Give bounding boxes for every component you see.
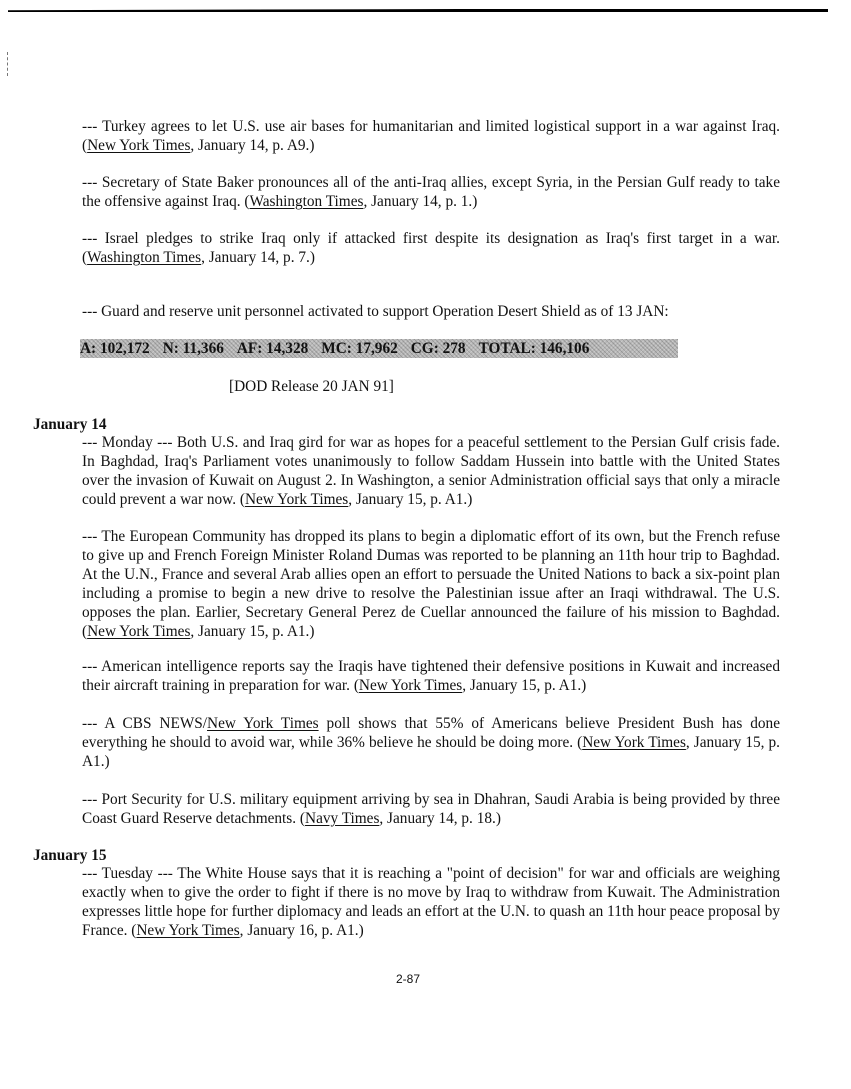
stat-total: TOTAL: 146,106: [478, 340, 590, 357]
entry-port-security: [82, 790, 780, 828]
top-rule: [8, 9, 828, 12]
source-name: Washington Times: [249, 193, 364, 210]
source-name: New York Times: [87, 137, 191, 154]
dod-release-note: [DOD Release 20 JAN 91]: [229, 378, 394, 395]
entry-tuesday-white-house: [82, 864, 780, 940]
citation: , January 15, p. A1.): [462, 677, 587, 694]
date-heading-jan-15: January 15: [33, 847, 107, 864]
citation: , January 16, p. A1.): [239, 922, 364, 939]
entry-turkey-air-bases: [82, 117, 780, 155]
citation: , January 15, p. A1.): [348, 491, 473, 508]
stat-coast-guard: CG: 278: [410, 340, 466, 357]
date-heading-jan-14: January 14: [33, 416, 107, 433]
source-name: New York Times: [582, 734, 686, 751]
entry-text: poll shows that 55% of Americans believe President Bush has done everything he should to avoid war, while 36% believe he should be doing more. (: [82, 715, 780, 751]
stat-air-force: AF: 14,328: [236, 340, 309, 357]
citation: , January 15, p. A1.): [82, 734, 780, 770]
entry-european-community: [82, 527, 780, 641]
citation: , January 14, p. 1.): [363, 193, 478, 210]
entry-text: --- Monday --- Both U.S. and Iraq gird for war as hopes for a peaceful settlement to the Persian Gulf crisis fade. In Baghdad, Iraq's Parliament votes unanimously to follow Saddam Hussein into battle with the United States over the invasion of Kuwait on August 2. In Washington, a senior Administration official says that only a miracle could prevent a war now. (: [82, 434, 780, 508]
inline-source-name: New York Times: [207, 715, 319, 732]
citation: , January 14, p. 7.): [201, 249, 315, 266]
entry-israel-pledge: [82, 229, 780, 267]
entry-prefix: --- A CBS NEWS/: [82, 715, 208, 732]
entry-text: --- Tuesday --- The White House says that it is reaching a "point of decision" for war and officials are weighing exactly when to give the order to fight if there is no move by Iraq to withdraw from Kuwait. The Administration expresses little hope for further diplomacy and leads an effort at the U.N. to quash an 11th hour peace proposal by France. (: [82, 865, 780, 939]
entry-baker-allies: [82, 173, 780, 211]
stat-army: A: 102,172: [80, 340, 150, 357]
stat-marine-corps: MC: 17,962: [321, 340, 398, 357]
page-number: 2-87: [396, 972, 421, 986]
entry-american-intelligence: [82, 657, 780, 695]
source-name: Navy Times: [305, 810, 380, 827]
source-name: New York Times: [136, 922, 240, 939]
entry-text: --- American intelligence reports say the Iraqis have tightened their defensive positions in Kuwait and increased their aircraft training in preparation for war. (: [82, 658, 780, 694]
entry-cbs-poll: [82, 714, 780, 771]
entry-text: --- Israel pledges to strike Iraq only if attacked first despite its designation as Iraq's first target in a war. (: [82, 230, 780, 266]
stat-navy: N: 11,366: [162, 340, 224, 357]
entry-text: --- Port Security for U.S. military equipment arriving by sea in Dhahran, Saudi Arabia is being provided by three Coast Guard Reserve detachments. (: [82, 791, 780, 827]
citation: , January 15, p. A1.): [190, 623, 315, 640]
scan-artifact: [7, 52, 9, 76]
entry-text: --- The European Community has dropped its plans to begin a diplomatic effort of its own, but the French refuse to give up and French Foreign Minister Roland Dumas was reported to be planning an 11th hour trip to Baghdad. At the U.N., France and several Arab allies open an effort to persuade the United Nations to back a six-point plan including a promise to begin a new drive to resolve the Palestinian issue after an Iraqi withdrawal. The U.S. opposes the plan. Earlier, Secretary General Perez de Cuellar announced the failure of his mission to Baghdad. (: [82, 528, 780, 640]
source-name: Washington Times: [87, 249, 202, 266]
citation: , January 14, p. A9.): [190, 137, 315, 154]
personnel-stats-bar: [80, 339, 678, 358]
entry-guard-reserve: [82, 302, 780, 321]
entry-monday-gird-for-war: [82, 433, 780, 509]
entry-text: --- Secretary of State Baker pronounces all of the anti-Iraq allies, except Syria, in the Persian Gulf ready to take the offensive against Iraq. (: [82, 174, 780, 210]
source-name: New York Times: [87, 623, 191, 640]
entry-text: --- Guard and reserve unit personnel activated to support Operation Desert Shield as of 13 JAN:: [82, 303, 669, 320]
source-name: New York Times: [244, 491, 349, 508]
source-name: New York Times: [358, 677, 463, 694]
entry-text: --- Turkey agrees to let U.S. use air bases for humanitarian and limited logistical support in a war against Iraq. (: [82, 118, 780, 154]
citation: , January 14, p. 18.): [379, 810, 501, 827]
